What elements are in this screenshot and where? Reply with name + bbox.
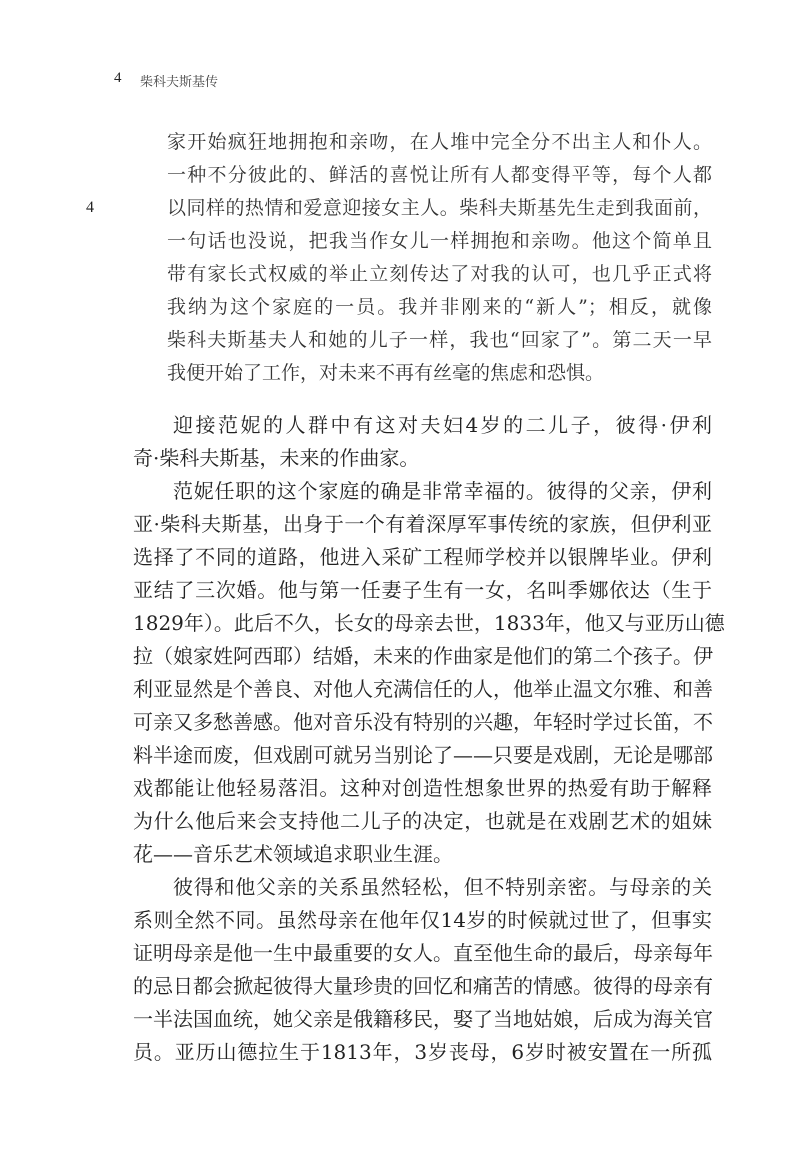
text-line: 范妮任职的这个家庭的确是非常幸福的。彼得的父亲，伊利 bbox=[173, 479, 712, 503]
text-line: 选择了不同的道路，他进入采矿工程师学校并以银牌毕业。伊利 bbox=[133, 545, 712, 569]
text-line: 利亚显然是个善良、对他人充满信任的人，他举止温文尔雅、和善 bbox=[133, 677, 713, 701]
text-line: 柴科夫斯基夫人和她的儿子一样，我也“回家了”。第二天一早 bbox=[167, 329, 712, 351]
text-line: 的忌日都会掀起彼得大量珍贵的回忆和痛苦的情感。彼得的母亲有 bbox=[133, 974, 713, 998]
text-line: 以同样的热情和爱意迎接女主人。柴科夫斯基先生走到我面前， bbox=[167, 197, 712, 219]
text-line: 证明母亲是他一生中最重要的女人。直至他生命的最后，母亲每年 bbox=[133, 941, 713, 965]
text-line: 一种不分彼此的、鲜活的喜悦让所有人都变得平等，每个人都 bbox=[167, 164, 712, 186]
page-number: 4 bbox=[114, 70, 122, 86]
text-line: 亚·柴科夫斯基，出身于一个有着深厚军事传统的家族，但伊利亚 bbox=[133, 512, 712, 536]
text-line: 彼得和他父亲的关系虽然轻松，但不特别亲密。与母亲的关 bbox=[173, 875, 712, 899]
text-line: 一句话也没说，把我当作女儿一样拥抱和亲吻。他这个简单且 bbox=[167, 230, 712, 252]
text-line: 可亲又多愁善感。他对音乐没有特别的兴趣，年轻时学过长笛，不 bbox=[133, 710, 713, 734]
text-line: 我便开始了工作，对未来不再有丝毫的焦虑和恐惧。 bbox=[167, 362, 605, 384]
text-line: 戏都能让他轻易落泪。这种对创造性想象世界的热爱有助于解释 bbox=[133, 776, 712, 800]
text-line: 我纳为这个家庭的一员。我并非刚来的“新人”；相反，就像 bbox=[167, 296, 712, 318]
margin-note: 4 bbox=[86, 199, 94, 216]
text-line: 1829年）。此后不久，长女的母亲去世，1833年，他又与亚历山德 bbox=[133, 611, 725, 635]
text-line: 员。亚历山德拉生于1813年，3岁丧母，6岁时被安置在一所孤 bbox=[133, 1040, 712, 1064]
running-header-title: 柴科夫斯基传 bbox=[140, 75, 219, 90]
text-line: 拉（娘家姓阿西耶）结婚，未来的作曲家是他们的第二个孩子。伊 bbox=[133, 644, 713, 668]
text-line: 奇·柴科夫斯基，未来的作曲家。 bbox=[133, 446, 420, 470]
text-line: 家开始疯狂地拥抱和亲吻，在人堆中完全分不出主人和仆人。 bbox=[167, 131, 712, 153]
text-line: 花——音乐艺术领域追求职业生涯。 bbox=[133, 842, 453, 866]
text-line: 一半法国血统，她父亲是俄籍移民，娶了当地姑娘，后成为海关官 bbox=[133, 1007, 713, 1031]
body-text bbox=[133, 409, 725, 1069]
block-quote bbox=[167, 126, 712, 390]
text-line: 迎接范妮的人群中有这对夫妇4岁的二儿子，彼得·伊利 bbox=[173, 413, 712, 437]
text-line: 系则全然不同。虽然母亲在他年仅14岁的时候就过世了，但事实 bbox=[133, 908, 712, 932]
text-line: 亚结了三次婚。他与第一任妻子生有一女，名叫季娜依达（生于 bbox=[133, 578, 712, 602]
text-line: 料半途而废，但戏剧可就另当别论了——只要是戏剧，无论是哪部 bbox=[133, 743, 713, 767]
text-line: 为什么他后来会支持他二儿子的决定，也就是在戏剧艺术的姐妹 bbox=[133, 809, 712, 833]
text-line: 带有家长式权威的举止立刻传达了对我的认可，也几乎正式将 bbox=[167, 263, 712, 285]
